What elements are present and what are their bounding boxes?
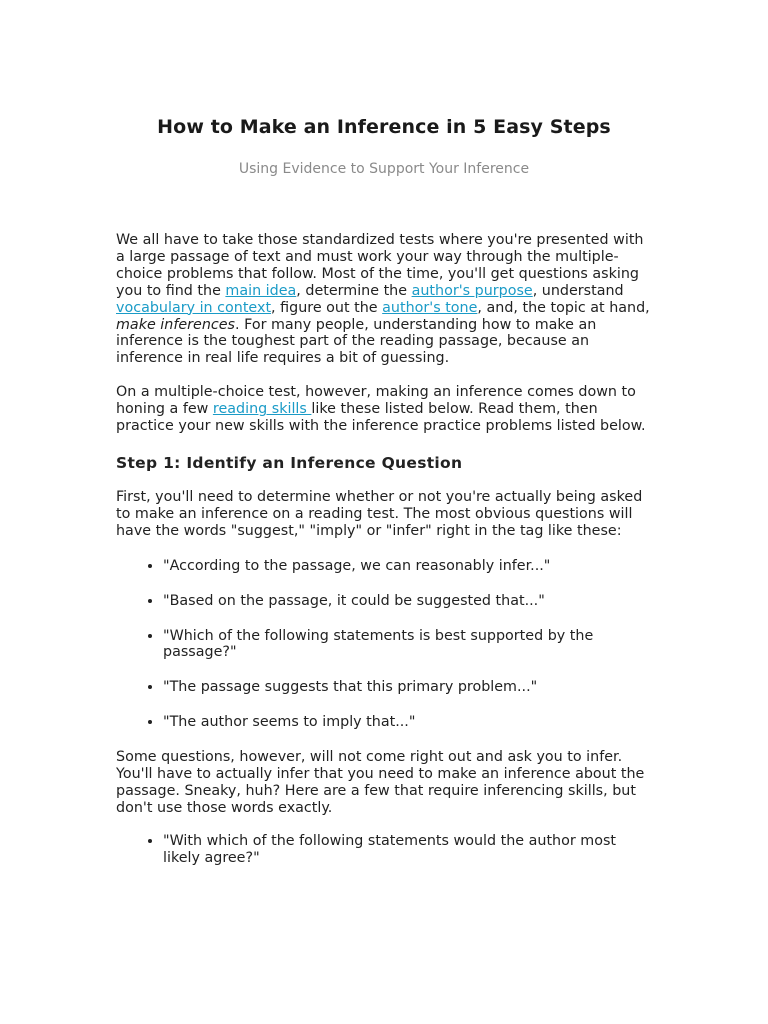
para2-text-1: On a multiple-choice test, however, making an inference comes down to honing a few — [116, 384, 636, 418]
step1-heading: Step 1: Identify an Inference Question — [116, 453, 463, 472]
reading-skills-link[interactable]: reading skills — [212, 401, 312, 418]
make-inferences-emphasis: make inferences — [116, 316, 236, 333]
main-idea-link[interactable]: main idea — [225, 282, 297, 299]
step1-paragraph: First, you'll need to determine whether or not you're actually being asked to make an inference on a reading test. The most obvious questions will have the words "suggest," "imply" or "infer" right in the tag like these: — [116, 488, 643, 539]
page-title: How to Make an Inference in 5 Easy Steps — [157, 116, 611, 138]
vocabulary-in-context-link[interactable]: vocabulary in context — [116, 299, 272, 316]
list-item: • "According to the passage, we can reasonably infer..." — [163, 558, 656, 575]
intro-text-1: We all have to take those standardized tests where you're presented with a large passage of text and must work your way through the multiple-choice problems that follow. Most of the time, you'll get questions asking you to find the — [116, 232, 644, 299]
inference-question-list — [116, 558, 656, 731]
implicit-question-list — [116, 833, 656, 867]
intro-text-6: . For many people, understanding how to make an inference is the toughest part of the reading passage, because an inference in real life requires a bit of guessing. — [116, 316, 597, 367]
intro-text-3: , understand — [532, 282, 624, 299]
intro-text-5: , and, the topic at hand, — [477, 299, 650, 316]
list-item: • "The passage suggests that this primary problem..." — [163, 679, 656, 696]
intro-paragraph — [116, 232, 656, 367]
list-item: • "Which of the following statements is best supported by the passage?" — [163, 628, 656, 662]
sneaky-questions-paragraph: Some questions, however, will not come right out and ask you to infer. You'll have to actually infer that you need to make an inference about the passage. Sneaky, huh? Here are a few that require inferencing skills, but don't use those words exactly. — [116, 749, 645, 816]
page-subtitle: Using Evidence to Support Your Inference — [238, 161, 530, 177]
second-paragraph — [116, 384, 656, 435]
list-item: • "With which of the following statements would the author most likely agree?" — [163, 833, 656, 867]
intro-text-4: , figure out the — [271, 299, 383, 316]
authors-tone-link[interactable]: author's tone — [382, 299, 478, 316]
list-item: • "The author seems to imply that..." — [163, 714, 656, 731]
authors-purpose-link[interactable]: author's purpose — [411, 282, 533, 299]
intro-text-2: , determine the — [296, 282, 412, 299]
article-body — [116, 232, 656, 867]
para2-text-2: like these listed below. Read them, then practice your new skills with the inference practice problems listed below. — [116, 401, 646, 435]
list-item: • "Based on the passage, it could be suggested that..." — [163, 593, 656, 610]
